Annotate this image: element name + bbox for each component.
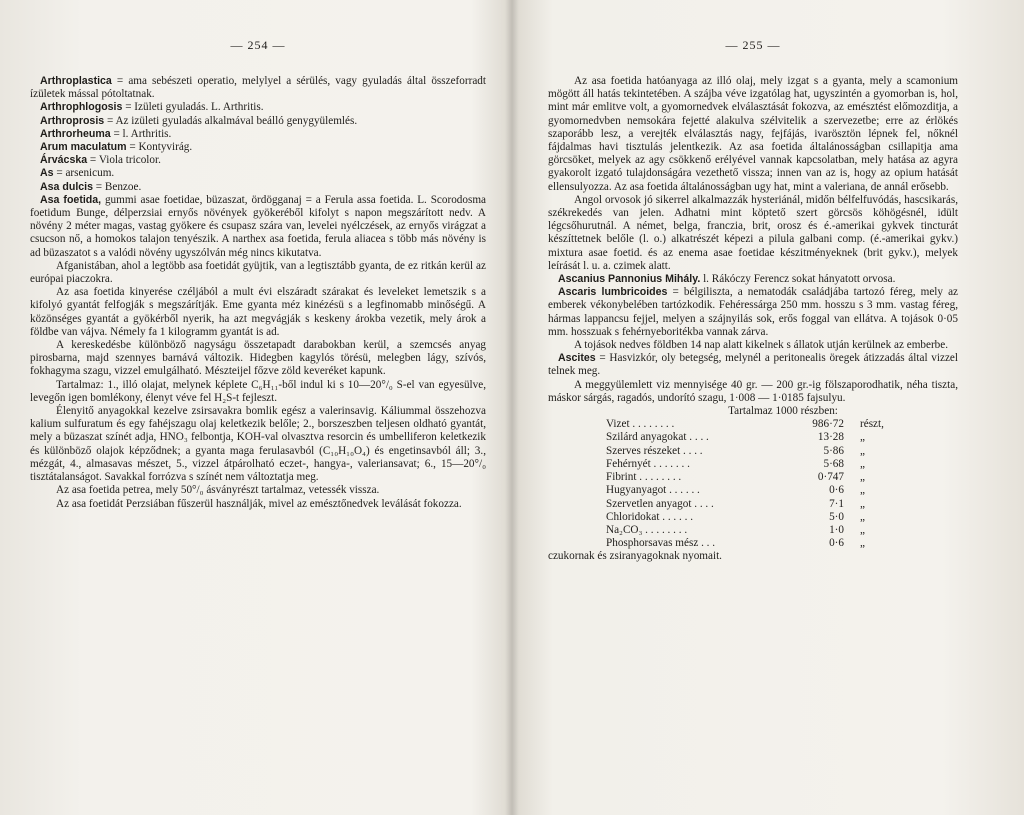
component-label: Chloridokat . . . . . . [606,510,694,523]
entry-definition: = arsenicum. [53,167,115,180]
component-label: Vizet . . . . . . . . [606,418,675,431]
right-page-text [548,75,958,405]
component-label: Szilárd anyagokat . . . . [606,431,709,444]
component-label: Hugyanyagot . . . . . . [606,484,700,497]
paragraph: Az asa foetidát Perzsiában fűszerül használják, mivel az emésztőnedvek leválását fokozza. [56,497,462,510]
composition-row [606,537,900,550]
entry-headword: Árvácska [40,154,88,167]
component-unit: „ [860,444,865,457]
left-page-text [30,75,486,511]
component-label: Phosphorsavas mész . . . [606,537,716,550]
paragraph: Angol orvosok jó sikerrel alkalmazzák hysteriánál, midőn bélfelfuvódás, hascsikarás, székrekedés van jelen. Adhatni mint köptető szert görcsös köhögésnél, idült légcsőhurutnál. A német, belga, franczia, brit, orosz és é.-amerikai gykvek tincturát készíttetnek belőle (l. o.) alkatrészét képezi a pilula galbani comp. (é.-amerikai gykv.) mixtura asae foetid. és az enema asae foetidae készitményeknek (brit gykv.), melyek leírását l. u. a. czimek alatt. [548,193,958,272]
dictionary-entry [548,286,958,339]
component-unit: „ [860,471,865,484]
paragraph: A tojások nedves földben 14 nap alatt kikelnek s állatok utján kerülnek az emberbe. [574,339,949,352]
book-gutter [505,0,519,815]
component-unit: „ [860,431,865,444]
dictionary-entry [30,154,486,167]
dictionary-entry [30,75,486,101]
composition-row [606,431,900,444]
composition-row [606,484,900,497]
component-value: 986·72 [812,418,844,431]
entry-definition: l. Rákóczy Ferencz sokat hányatott orvosa. [700,273,896,286]
paragraph: Tartalmaz: 1., illó olajat, melynek képlete C₆H₁₁-ből indul ki s 10—20°/₀ S-el van egyesülve, levegőn igen bomlékony, élenyt véve fel H₂S-t fejleszt. [30,378,486,404]
component-unit: részt, [860,418,884,431]
entry-definition: = ama sebészeti operatio, melylyel a sérülés, vagy gyuladás által összeforradt ízületek mással pótoltatnak. [30,75,486,101]
composition-title: Tartalmaz 1000 részben: [728,405,838,418]
entry-definition: = Izületi gyuladás. L. Arthritis. [122,101,264,114]
composition-table [606,418,900,550]
closing-line: czukornak és zsiranyagoknak nyomait. [548,550,722,563]
entry-definition: = Kontyvirág. [126,141,193,154]
dictionary-entry [30,101,486,114]
composition-row [606,458,900,471]
entry-headword: As [40,167,54,180]
paragraph: Az asa foetida kinyerése czéljából a mult évi elszáradt szárakat és leveleket lemetszik s a kifolyó gyantát felfogják s megszárítják. Eme gyanta méz kinézésü s a legfinomabb minőségű. A közönséges gyantát a gyökérből nyerik, ha azt megvágják s keskeny árokba vezetik, mely árok a földbe van vájva. Némely fa 1 kilogramm gyantát is ad. [30,286,486,338]
component-unit: „ [860,537,865,550]
entry-definition: = l. Arthritis. [110,127,172,140]
composition-row [606,445,900,458]
dictionary-entry [30,167,486,180]
component-value: 0·6 [829,484,844,497]
dictionary-entry [30,115,486,128]
entry-definition: = Az izületi gyuladás alkalmával beálló genygyülemlés. [104,114,358,127]
component-value: 0·747 [817,471,844,484]
right-page [548,0,958,815]
component-value: 5·0 [829,510,844,523]
entry-definition: = Hasvizkór, oly betegség, melynél a peritonealis öregek átizzadás által vizzel telnek meg. [548,352,958,378]
paragraph: Az asa foetida petrea, mely 50°/₀ ásványrészt tartalmaz, vetessék vissza. [56,484,380,497]
component-value: 0·6 [829,537,844,550]
entry-headword: Asa foetida, [40,193,102,206]
entry-definition: = Viola tricolor. [87,154,161,167]
entry-definition: = Benzoe. [93,180,142,193]
component-value: 1·0 [829,523,844,536]
entry-headword: Ascanius Pannonius Mihály. [558,273,701,286]
component-value: 5·86 [823,444,844,457]
entry-definition: = bélgiliszta, a nematodák családjába tartozó féreg, mely az emberek vékonybelében tartózkodik. Fehéressárga 250 mm. hosszu s 3 mm. vastag féreg, hármas lappancsu fejjel, melyen a szájnyilás sok, erős foggal van ellátva. A tojások 0·05 mm. hosszuak s fehérnyeboritékba vannak zárva. [548,286,958,338]
entry-headword: Arthrorheuma [40,127,111,140]
page-number: — 254 — [230,38,286,52]
entry-headword: Arum maculatum [40,141,127,154]
paragraph: A kereskedésbe különböző nagyságu összetapadt darabokban kerül, a szemcsés anyag pirosbarna, majd szennyes barnává változik. Hidegben kagylós törésü, melegben lágy, szívós, fokhagyma szagu, vizzel emulgálható. Mészteijel főzve zöld keveréket kapunk. [30,339,486,378]
entry-headword: Arthrophlogosis [40,101,123,114]
composition-row [606,471,900,484]
dictionary-entry [30,181,486,194]
component-value: 5·68 [823,457,844,470]
component-label: Na₂CO₃ . . . . . . . . [606,523,688,536]
dictionary-entry [30,194,486,260]
component-unit: „ [860,497,865,510]
entry-headword: Arthroplastica [40,75,112,87]
component-unit: „ [860,484,865,497]
dictionary-entry [548,352,958,378]
component-label: Szervetlen anyagot . . . . [606,497,714,510]
dictionary-entry [30,141,486,154]
component-label: Fehérnyét . . . . . . . [606,457,690,470]
page-number: — 255 — [725,38,781,52]
composition-row [606,418,900,431]
component-label: Szerves részeket . . . . [606,444,703,457]
component-unit: „ [860,457,865,470]
component-label: Fibrint . . . . . . . . [606,471,682,484]
component-unit: „ [860,510,865,523]
dictionary-entry [30,128,486,141]
composition-row [606,498,900,511]
entry-definition: gummi asae foetidae, büzaszat, ördögganaj = a Ferula assa foetida. L. Scorodosma foetidum Bunge, délperzsiai ernyős növények gyökeréből kifolyt s napon megszárított nedv. A növény 2 méter magas, vastag gyökere és csupasz szára van, levelei nyélczések, az ernyős virágzat a csucson nő, a homokos talajon tenyészik. A narthex asa foetida, ferula aliacea s több más növény is ad büzaszatot s a valódi növény ugyszólván még nincs kikutatva. [30,193,487,259]
component-value: 13·28 [817,431,844,444]
paragraph: A meggyülemlett viz mennyisége 40 gr. — 200 gr.-ig fölszaporodhatik, néha tiszta, máskor sárgás, ragadós, undorító szagu, 1·008 — 1·0185 fajsulyu. [548,378,958,404]
dictionary-entry [548,273,958,286]
entry-headword: Ascaris lumbricoides [558,286,668,299]
composition-row [606,524,900,537]
composition-row [606,511,900,524]
entry-headword: Arthroprosis [40,114,105,127]
paragraph: Afganistában, ahol a legtöbb asa foetidát gyüjtik, van a legtisztább gyanta, de ez ritkán kerül az európai piaczokra. [30,259,486,286]
entry-headword: Ascites [558,352,596,365]
left-page [30,0,486,815]
component-value: 7·1 [829,497,844,510]
component-unit: „ [860,523,865,536]
entry-headword: Asa dulcis [40,180,93,193]
paragraph: Az asa foetida hatóanyaga az illó olaj, mely izgat s a gyanta, mely a scamonium mögött áll hatás tekintetében. A szájba véve izgatólag hat, ugyszintén a gyomorban is, hol, mint már emlitve volt, a gyomornedvek elválasztását fokozva, az emésztést előmozditja, a gyomornedvben nemsokára fejetté alakulva szélvitelik a szervezetbe; erre az érlökés szaporább lesz, a verejték elválasztás nagy, fejfájás, ivarösztön lépnek fel, nőknél fájdalmas havi tisztulás jelentkezik. Az asa foetida általánosságban csillapitja ama görcsöket, melyek az agy csökkenő erélyével vannak kapcsolatban, mely hatása az agyra gyakorolt izgató tulajdonságára vezethető vissza; innen van az is, hogy az opium hatását ellensulyozza. Az asa foetida általánosságban ugy hat, mint a valeriana, de annál erősebb. [548,75,958,193]
paragraph: Élenyitő anyagokkal kezelve zsirsavakra bomlik egész a valerinsavig. Káliummal összehozva kalium sulfuratum és egy fahéjszagu olaj keletkezik belőle; 2., borszeszben teljesen oldható gyantát, mely a büzaszat színét adja, HNO₃ felbontja, KOH-val olvasztva resorcin és umbelliferon keletkezik és különböző olajok képződnek; a gyanta maga ferulasavból (C₁₀H₁₀O₄) és engetinsavból áll; 3., mézgát, 4., almasavas mészet, 5., vizzel átpárolható eczet-, hangya-, valeriansavat; 6., 15—20°/₀ tisztátalanságot. Savakkal forrózva s színét nem változtatja meg. [30,405,486,484]
